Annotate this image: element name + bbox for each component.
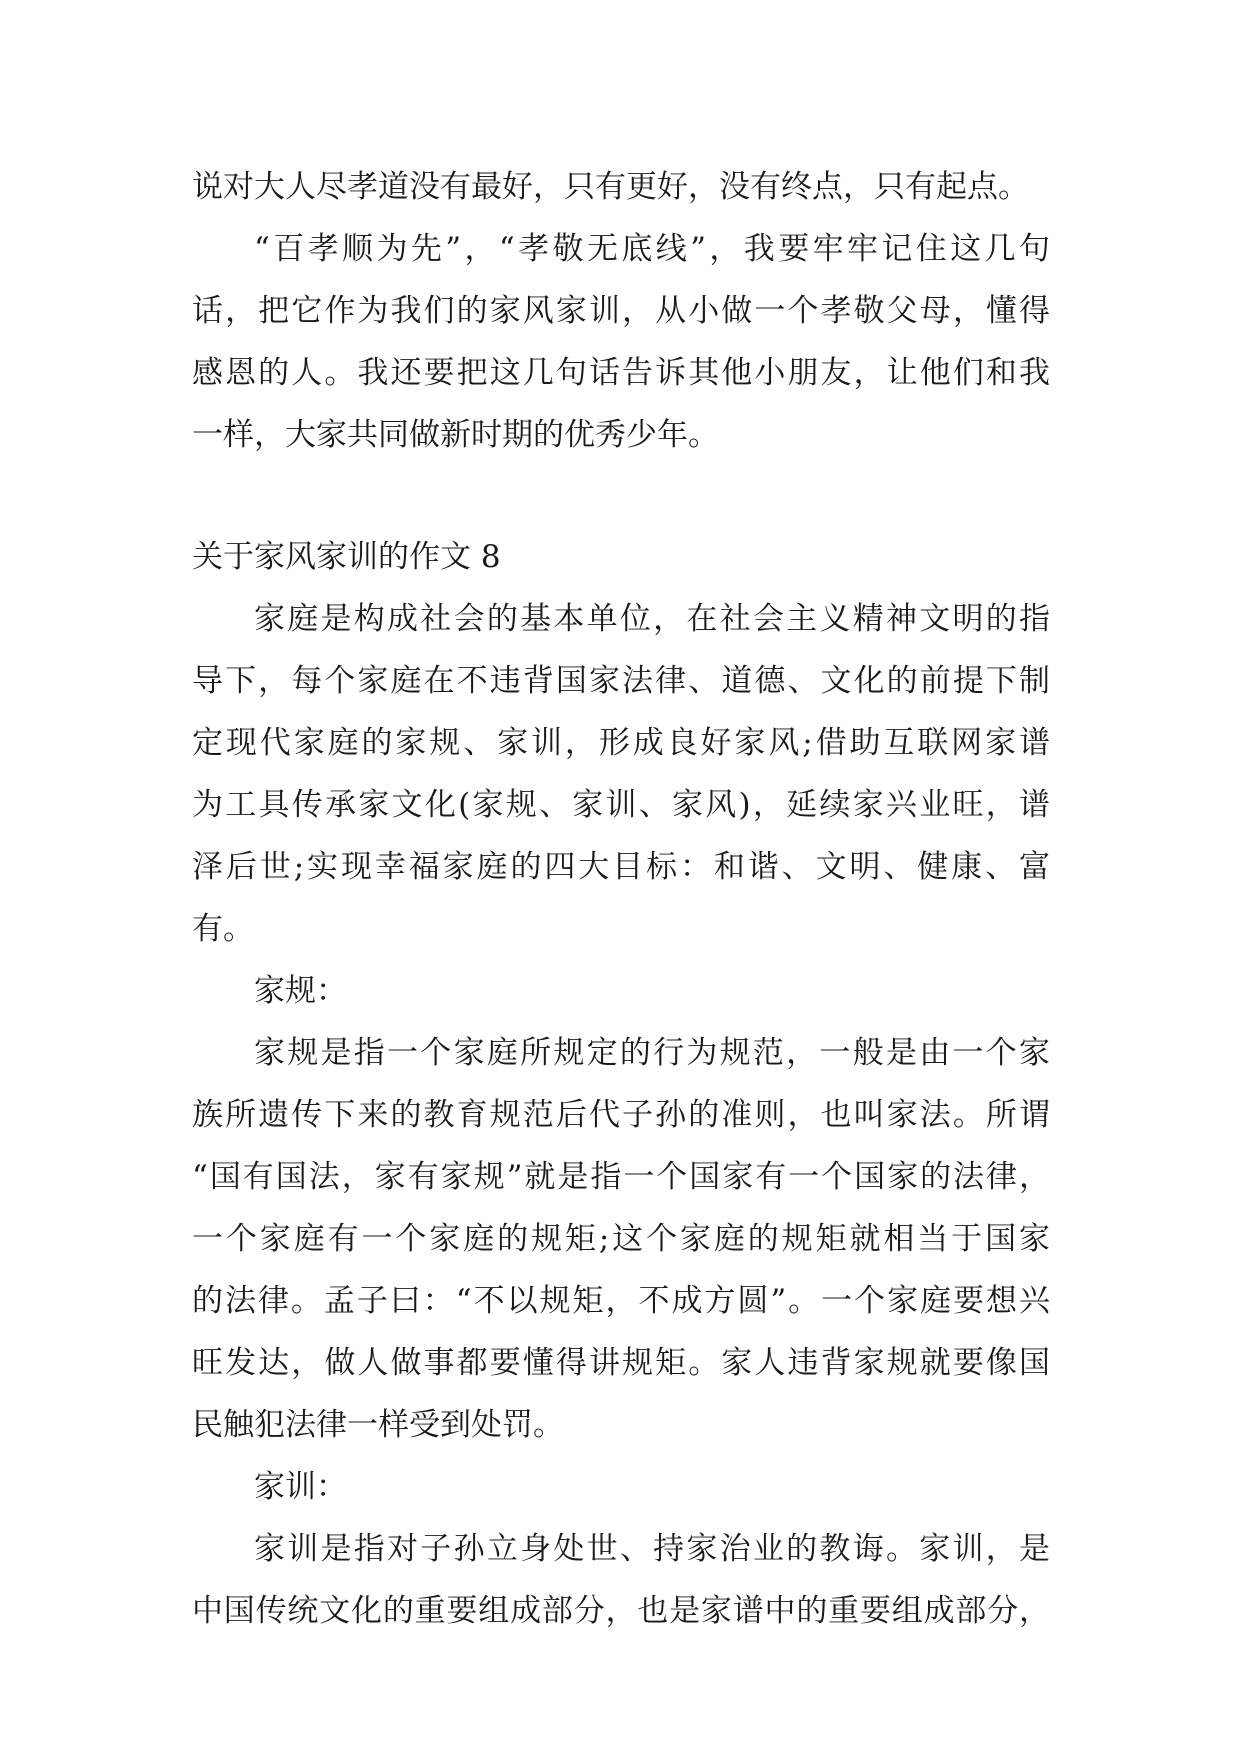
paragraph-line: 有。 <box>192 911 254 947</box>
paragraph-line: 定现代家庭的家规、家训，形成良好家风;借助互联网家谱 <box>192 725 1050 761</box>
paragraph-line: “国有国法，家有家规”就是指一个国家有一个国家的法律， <box>192 1159 1050 1195</box>
subheading-jiaxun: 家训： <box>254 1469 347 1505</box>
paragraph-line: 泽后世;实现幸福家庭的四大目标：和谐、文明、健康、富 <box>192 849 1050 885</box>
subheading-jiagui: 家规： <box>254 973 347 1009</box>
paragraph-line: 家庭是构成社会的基本单位，在社会主义精神文明的指 <box>254 601 1050 637</box>
paragraph-line: 旺发达，做人做事都要懂得讲规矩。家人违背家规就要像国 <box>192 1345 1050 1381</box>
paragraph-line: 为工具传承家文化(家规、家训、家风)，延续家兴业旺，谱 <box>192 787 1050 823</box>
paragraph-line: 一个家庭有一个家庭的规矩;这个家庭的规矩就相当于国家 <box>192 1221 1050 1257</box>
paragraph-line: “百孝顺为先”，“孝敬无底线”，我要牢牢记住这几句 <box>254 231 1050 267</box>
paragraph-line: 感恩的人。我还要把这几句话告诉其他小朋友，让他们和我 <box>192 355 1050 391</box>
paragraph-line: 中国传统文化的重要组成部分，也是家谱中的重要组成部分， <box>192 1593 1050 1629</box>
paragraph-line: 家训是指对子孙立身处世、持家治业的教诲。家训，是 <box>254 1531 1050 1567</box>
paragraph-line: 导下，每个家庭在不违背国家法律、道德、文化的前提下制 <box>192 663 1050 699</box>
paragraph-line: 话，把它作为我们的家风家训，从小做一个孝敬父母，懂得 <box>192 293 1050 329</box>
paragraph-line: 民触犯法律一样受到处罚。 <box>192 1407 564 1443</box>
paragraph-line: 家规是指一个家庭所规定的行为规范，一般是由一个家 <box>254 1035 1050 1071</box>
section-spacer <box>192 466 1050 526</box>
paragraph-line: 的法律。孟子曰：“不以规矩，不成方圆”。一个家庭要想兴 <box>192 1283 1050 1319</box>
paragraph-line: 一样，大家共同做新时期的优秀少年。 <box>192 417 719 453</box>
paragraph-line: 说对大人尽孝道没有最好，只有更好，没有终点，只有起点。 <box>192 169 1029 205</box>
section-title: 关于家风家训的作文 8 <box>192 539 501 575</box>
document-page <box>192 156 1050 1642</box>
paragraph-line: 族所遗传下来的教育规范后代子孙的准则，也叫家法。所谓 <box>192 1097 1050 1133</box>
